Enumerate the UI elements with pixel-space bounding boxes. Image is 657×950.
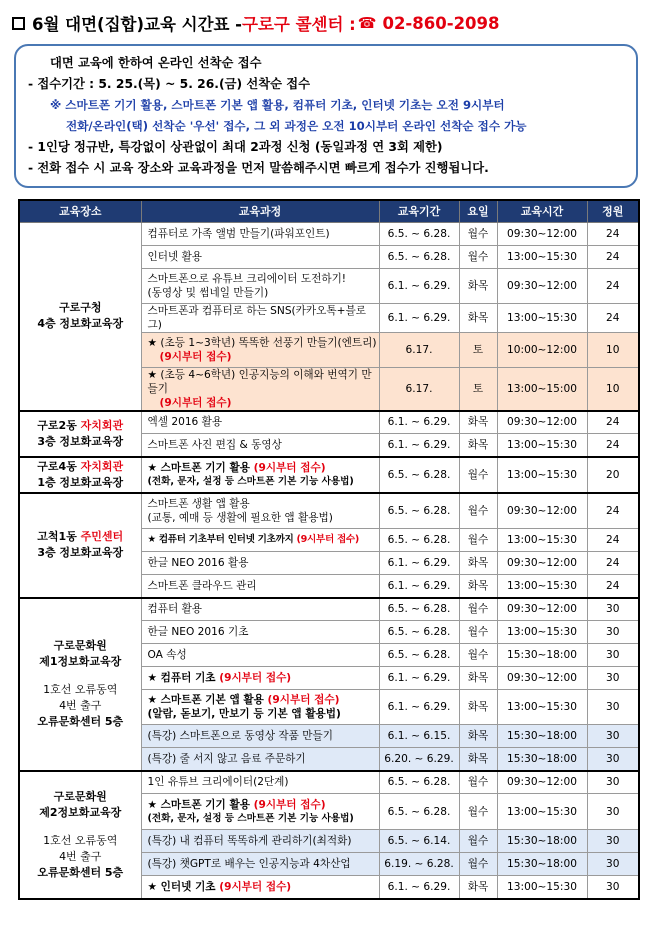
time-cell: 15:30~18:00 (497, 748, 587, 771)
table-row (19, 598, 639, 621)
time-cell: 15:30~18:00 (497, 644, 587, 667)
day-cell: 월수 (459, 621, 497, 644)
period-cell: 6.5. ~ 6.28. (379, 794, 459, 830)
day-cell: 화목 (459, 303, 497, 332)
place-cell-6 (19, 771, 141, 899)
course-cell: 스마트폰 사진 편집 & 동영상 (141, 434, 379, 457)
course-note: (9시부터 접수) (159, 396, 232, 409)
course-title: ★ 스마트폰 기기 활용 (147, 461, 254, 474)
time-cell: 09:30~12:00 (497, 493, 587, 529)
day-cell: 화목 (459, 434, 497, 457)
time-cell: 09:30~12:00 (497, 667, 587, 690)
course-note: (9시부터 접수) (159, 350, 232, 363)
day-cell: 화목 (459, 748, 497, 771)
course-title: ★ 컴퓨터 기초부터 인터넷 기초까지 (147, 534, 297, 545)
capacity-cell: 30 (587, 667, 639, 690)
time-cell: 13:00~15:30 (497, 794, 587, 830)
time-cell: 13:00~15:30 (497, 621, 587, 644)
notice-line-1: 대면 교육에 한하여 온라인 선착순 접수 (50, 56, 262, 70)
capacity-cell: 30 (587, 853, 639, 876)
capacity-cell: 30 (587, 876, 639, 899)
place-name-highlight: 자치회관 (80, 459, 124, 473)
course-note: (9시부터 접수) (296, 534, 359, 545)
time-cell: 09:30~12:00 (497, 222, 587, 245)
place-cell-3 (19, 457, 141, 493)
capacity-cell: 24 (587, 245, 639, 268)
checkbox-square-icon (12, 17, 25, 30)
place-cell-1 (19, 222, 141, 411)
period-cell: 6.1. ~ 6.15. (379, 725, 459, 748)
period-cell: 6.1. ~ 6.29. (379, 667, 459, 690)
day-cell: 화목 (459, 667, 497, 690)
header-place: 교육장소 (19, 200, 141, 222)
day-cell: 월수 (459, 222, 497, 245)
table-row (19, 222, 639, 245)
title-text: 6월 대면(집합)교육 시간표 - (32, 15, 243, 34)
period-cell: 6.5. ~ 6.28. (379, 245, 459, 268)
table-header-row (19, 200, 639, 222)
course-cell: 스마트폰 클라우드 관리 (141, 575, 379, 598)
day-cell: 월수 (459, 245, 497, 268)
time-cell: 09:30~12:00 (497, 598, 587, 621)
place-cell-2 (19, 411, 141, 457)
capacity-cell: 24 (587, 268, 639, 303)
course-cell: (특강) 내 컴퓨터 똑똑하게 관리하기(최적화) (141, 830, 379, 853)
time-cell: 13:00~15:30 (497, 575, 587, 598)
course-cell: 한글 NEO 2016 활용 (141, 552, 379, 575)
period-cell: 6.19. ~ 6.28. (379, 853, 459, 876)
place-name: 구로문화원 (53, 639, 107, 652)
notice-line-4: 전화/온라인(택) 선착순 '우선' 접수, 그 외 과정은 오전 10시부터 온라인 선착순 접수 가능 (66, 119, 527, 133)
place-name-highlight: 자치회관 (80, 418, 124, 432)
time-cell: 13:00~15:30 (497, 529, 587, 552)
phone-icon: ☎ (357, 14, 377, 32)
place-cell-4 (19, 493, 141, 598)
time-cell: 15:30~18:00 (497, 830, 587, 853)
place-name-highlight: 주민센터 (80, 530, 124, 543)
header-course: 교육과정 (141, 200, 379, 222)
course-cell (141, 493, 379, 529)
day-cell: 월수 (459, 493, 497, 529)
course-cell: 인터넷 활용 (141, 245, 379, 268)
time-cell: 13:00~15:30 (497, 876, 587, 899)
notice-box (14, 44, 638, 188)
day-cell: 토 (459, 332, 497, 367)
course-cell (141, 667, 379, 690)
course-title: ★ 스마트폰 기본 앱 활용 (147, 694, 268, 706)
course-cell (141, 332, 379, 367)
course-note: (9시부터 접수) (253, 798, 326, 811)
header-capacity: 정원 (587, 200, 639, 222)
period-cell: 6.1. ~ 6.29. (379, 268, 459, 303)
time-cell: 15:30~18:00 (497, 853, 587, 876)
place-direction: 1호선 오류동역 (43, 683, 118, 696)
course-title: 스마트폰으로 유튜브 크리에이터 도전하기! (147, 272, 347, 285)
call-center-label: 구로구 콜센터 : (242, 15, 356, 34)
table-row (19, 411, 639, 434)
time-cell: 15:30~18:00 (497, 725, 587, 748)
course-cell: 컴퓨터로 가족 앨범 만들기(파워포인트) (141, 222, 379, 245)
course-note: (9시부터 접수) (267, 694, 340, 706)
capacity-cell: 24 (587, 434, 639, 457)
course-cell: 스마트폰과 컴퓨터로 하는 SNS(카카오톡+블로그) (141, 303, 379, 332)
course-cell (141, 367, 379, 411)
time-cell: 09:30~12:00 (497, 771, 587, 794)
course-title: ★ 스마트폰 기기 활용 (147, 798, 254, 811)
course-title: ★ 인터넷 기초 (147, 880, 220, 893)
place-room: 제1정보화교육장 (39, 655, 122, 668)
time-cell: 13:00~15:30 (497, 457, 587, 493)
place-room: 4층 정보화교육장 (37, 317, 124, 330)
day-cell: 월수 (459, 598, 497, 621)
course-title: ★ (초등 4~6학년) 인공지능의 이해와 번역기 만들기 (147, 368, 372, 395)
table-row (19, 771, 639, 794)
capacity-cell: 30 (587, 621, 639, 644)
course-cell: (특강) 스마트폰으로 동영상 작품 만들기 (141, 725, 379, 748)
capacity-cell: 30 (587, 794, 639, 830)
time-cell: 13:00~15:30 (497, 245, 587, 268)
place-room: 3층 정보화교육장 (37, 434, 124, 448)
capacity-cell: 24 (587, 493, 639, 529)
schedule-table (18, 199, 640, 900)
course-title: ★ 컴퓨터 기초 (147, 672, 220, 684)
capacity-cell: 24 (587, 222, 639, 245)
page-title (12, 10, 652, 36)
place-name: 구로문화원 (53, 789, 107, 803)
phone-number: 02-860-2098 (382, 13, 500, 33)
day-cell: 화목 (459, 411, 497, 434)
day-cell: 월수 (459, 771, 497, 794)
capacity-cell: 24 (587, 552, 639, 575)
place-exit: 4번 출구 (59, 699, 102, 712)
period-cell: 6.5. ~ 6.28. (379, 771, 459, 794)
course-subtitle: (교통, 예매 등 생활에 필요한 앱 활용법) (147, 511, 333, 524)
time-cell: 10:00~12:00 (497, 332, 587, 367)
period-cell: 6.5. ~ 6.28. (379, 621, 459, 644)
course-cell (141, 457, 379, 493)
period-cell: 6.20. ~ 6.29. (379, 748, 459, 771)
place-room: 1층 정보화교육장 (37, 475, 124, 489)
capacity-cell: 24 (587, 575, 639, 598)
course-subtitle: (동영상 및 썸네일 만들기) (147, 286, 269, 299)
period-cell: 6.1. ~ 6.29. (379, 434, 459, 457)
notice-line-2: - 접수기간 : 5. 25.(목) ~ 5. 26.(금) 선착순 접수 (28, 77, 311, 91)
course-cell: 한글 NEO 2016 기초 (141, 621, 379, 644)
day-cell: 화목 (459, 575, 497, 598)
course-cell: 1인 유튜브 크리에이터(2단계) (141, 771, 379, 794)
period-cell: 6.1. ~ 6.29. (379, 552, 459, 575)
notice-line-6: - 전화 접수 시 교육 장소와 교육과정을 먼저 말씀해주시면 빠르게 접수가 진행됩니다. (28, 161, 489, 175)
table-row (19, 493, 639, 529)
place-cell-5 (19, 598, 141, 771)
time-cell: 13:00~15:30 (497, 303, 587, 332)
course-cell: 엑셀 2016 활용 (141, 411, 379, 434)
capacity-cell: 24 (587, 411, 639, 434)
capacity-cell: 30 (587, 748, 639, 771)
course-note: (9시부터 접수) (219, 672, 292, 684)
place-building: 오류문화센터 5층 (37, 715, 124, 728)
day-cell: 토 (459, 367, 497, 411)
day-cell: 화목 (459, 552, 497, 575)
time-cell: 13:00~15:30 (497, 690, 587, 725)
period-cell: 6.5. ~ 6.28. (379, 457, 459, 493)
period-cell: 6.1. ~ 6.29. (379, 303, 459, 332)
course-cell: 컴퓨터 활용 (141, 598, 379, 621)
day-cell: 월수 (459, 830, 497, 853)
place-name: 구로구청 (58, 301, 102, 314)
time-cell: 09:30~12:00 (497, 552, 587, 575)
place-room: 제2정보화교육장 (39, 805, 122, 819)
time-cell: 09:30~12:00 (497, 411, 587, 434)
place-room: 3층 정보화교육장 (37, 546, 124, 559)
capacity-cell: 24 (587, 529, 639, 552)
day-cell: 화목 (459, 690, 497, 725)
period-cell: 6.17. (379, 332, 459, 367)
period-cell: 6.1. ~ 6.29. (379, 411, 459, 434)
notice-line-3: ※ 스마트폰 기기 활용, 스마트폰 기본 앱 활용, 컴퓨터 기초, 인터넷 기초는 오전 9시부터 (50, 98, 505, 112)
day-cell: 화목 (459, 268, 497, 303)
time-cell: 13:00~15:30 (497, 434, 587, 457)
capacity-cell: 24 (587, 303, 639, 332)
notice-line-5: - 1인당 정규반, 특강없이 상관없이 최대 2과정 신청 (동일과정 연 3회 제한) (28, 140, 443, 154)
course-subtitle: (알람, 돋보기, 만보기 등 기본 앱 활용법) (147, 708, 341, 720)
period-cell: 6.5. ~ 6.28. (379, 222, 459, 245)
course-subtitle: (전화, 문자, 설정 등 스마트폰 기본 기능 사용법) (147, 475, 354, 487)
course-title: 스마트폰 생활 앱 활용 (147, 497, 250, 510)
time-cell: 09:30~12:00 (497, 268, 587, 303)
course-title: ★ (초등 1~3학년) 똑똑한 선풍기 만들기(엔트리) (147, 336, 377, 349)
place-building: 오류문화센터 5층 (37, 865, 124, 879)
day-cell: 월수 (459, 853, 497, 876)
period-cell: 6.17. (379, 367, 459, 411)
day-cell: 화목 (459, 876, 497, 899)
period-cell: 6.1. ~ 6.29. (379, 575, 459, 598)
period-cell: 6.5. ~ 6.28. (379, 529, 459, 552)
capacity-cell: 30 (587, 690, 639, 725)
capacity-cell: 30 (587, 598, 639, 621)
time-cell: 13:00~15:00 (497, 367, 587, 411)
course-note: (9시부터 접수) (253, 461, 326, 474)
day-cell: 화목 (459, 725, 497, 748)
capacity-cell: 30 (587, 725, 639, 748)
capacity-cell: 30 (587, 644, 639, 667)
day-cell: 월수 (459, 529, 497, 552)
course-cell (141, 268, 379, 303)
course-subtitle: (전화, 문자, 설정 등 스마트폰 기본 기능 사용법) (147, 812, 354, 824)
capacity-cell: 10 (587, 332, 639, 367)
capacity-cell: 30 (587, 830, 639, 853)
capacity-cell: 20 (587, 457, 639, 493)
course-cell (141, 794, 379, 830)
header-period: 교육기간 (379, 200, 459, 222)
day-cell: 월수 (459, 644, 497, 667)
header-time: 교육시간 (497, 200, 587, 222)
course-note: (9시부터 접수) (219, 880, 292, 893)
day-cell: 월수 (459, 794, 497, 830)
period-cell: 6.5. ~ 6.28. (379, 493, 459, 529)
table-row (19, 457, 639, 493)
period-cell: 6.5. ~ 6.28. (379, 598, 459, 621)
capacity-cell: 30 (587, 771, 639, 794)
period-cell: 6.1. ~ 6.29. (379, 690, 459, 725)
place-direction: 1호선 오류동역 (43, 833, 118, 847)
place-name: 고척1동 (37, 530, 81, 543)
place-exit: 4번 출구 (59, 849, 102, 863)
course-cell (141, 529, 379, 552)
course-cell (141, 690, 379, 725)
course-cell: (특강) 챗GPT로 배우는 인공지능과 4차산업 (141, 853, 379, 876)
day-cell: 월수 (459, 457, 497, 493)
course-cell: OA 속성 (141, 644, 379, 667)
place-name: 구로2동 (37, 418, 81, 432)
place-name: 구로4동 (37, 459, 81, 473)
period-cell: 6.5. ~ 6.14. (379, 830, 459, 853)
capacity-cell: 10 (587, 367, 639, 411)
course-cell (141, 876, 379, 899)
period-cell: 6.1. ~ 6.29. (379, 876, 459, 899)
period-cell: 6.5. ~ 6.28. (379, 644, 459, 667)
course-cell: (특강) 줄 서지 않고 음료 주문하기 (141, 748, 379, 771)
header-day: 요일 (459, 200, 497, 222)
